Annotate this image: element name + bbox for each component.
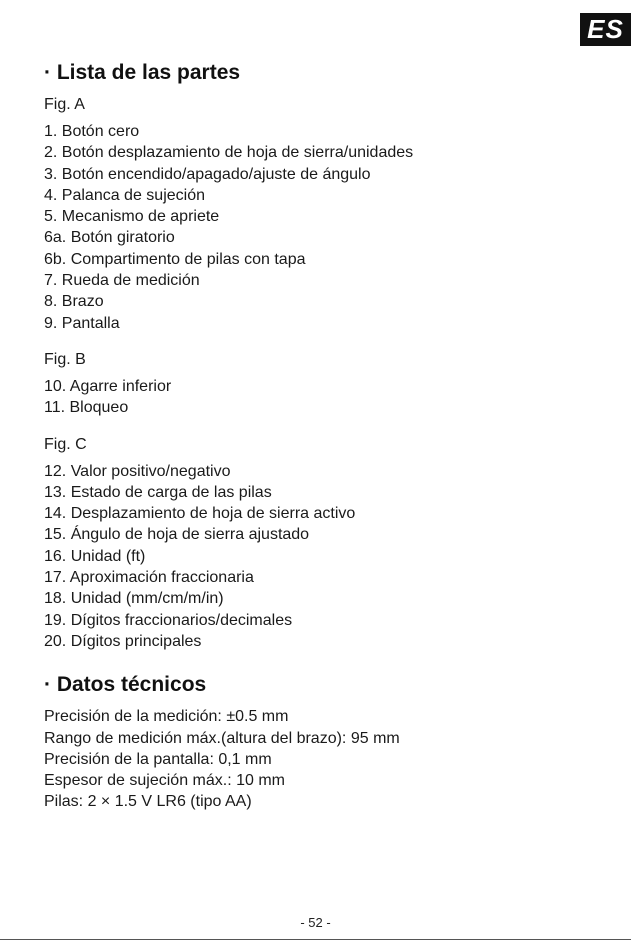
language-badge: ES — [580, 13, 631, 46]
fig-c-label: Fig. C — [44, 435, 87, 453]
list-item: 6a. Botón giratorio — [44, 229, 175, 247]
list-item: 5. Mecanismo de apriete — [44, 208, 220, 226]
list-item: 18. Unidad (mm/cm/m/in) — [44, 590, 224, 608]
parts-list-heading: · Lista de las partes — [44, 61, 241, 84]
fig-c-parts-list — [44, 461, 604, 653]
technical-data-list — [44, 706, 604, 812]
fig-a-label: Fig. A — [44, 96, 85, 113]
fig-b-label: Fig. B — [44, 350, 86, 368]
list-item: 11. Bloqueo — [44, 399, 129, 417]
list-item: 3. Botón encendido/apagado/ajuste de ángulo — [44, 165, 371, 183]
spec-line: Precisión de la pantalla: 0,1 mm — [44, 750, 272, 768]
list-item: 9. Pantalla — [44, 314, 120, 332]
list-item: 13. Estado de carga de las pilas — [44, 483, 272, 501]
footer-divider — [0, 939, 631, 940]
technical-data-heading: · Datos técnicos — [44, 673, 207, 697]
list-item: 10. Agarre inferior — [44, 377, 172, 395]
list-item: 15. Ángulo de hoja de sierra ajustado — [44, 526, 310, 544]
spec-line: Precisión de la medición: ±0.5 mm — [44, 708, 289, 726]
list-item: 19. Dígitos fraccionarios/decimales — [44, 611, 293, 629]
list-item: 16. Unidad (ft) — [44, 547, 146, 565]
fig-a-group — [44, 94, 604, 334]
list-item: 8. Brazo — [44, 293, 104, 311]
fig-a-parts-list — [44, 121, 604, 334]
page-number: - 52 - — [300, 915, 331, 930]
fig-b-parts-list — [44, 376, 604, 419]
list-item: 14. Desplazamiento de hoja de sierra activo — [44, 505, 356, 523]
fig-b-group — [44, 349, 604, 419]
list-item: 7. Rueda de medición — [44, 272, 200, 290]
spec-line: Pilas: 2 × 1.5 V LR6 (tipo AA) — [44, 793, 252, 811]
fig-c-group — [44, 434, 604, 653]
list-item: 17. Aproximación fraccionaria — [44, 569, 254, 587]
list-item: 6b. Compartimento de pilas con tapa — [44, 250, 306, 268]
list-item: 1. Botón cero — [44, 123, 140, 140]
list-item: 2. Botón desplazamiento de hoja de sierra/unidades — [44, 144, 414, 162]
page-content — [44, 58, 604, 813]
list-item: 12. Valor positivo/negativo — [44, 462, 231, 480]
list-item: 4. Palanca de sujeción — [44, 186, 205, 204]
spec-line: Espesor de sujeción máx.: 10 mm — [44, 772, 285, 790]
spec-line: Rango de medición máx.(altura del brazo): 95 mm — [44, 729, 400, 747]
list-item: 20. Dígitos principales — [44, 632, 202, 650]
